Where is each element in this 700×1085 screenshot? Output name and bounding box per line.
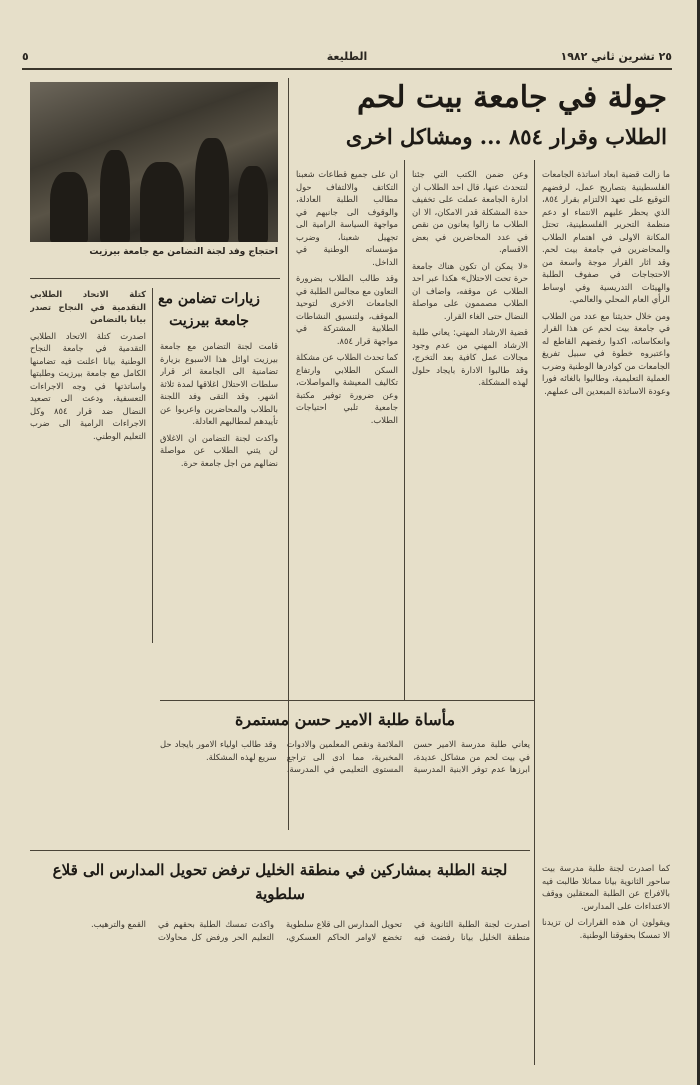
section-rule xyxy=(30,278,280,279)
main-headline: جولة في جامعة بيت لحم xyxy=(356,80,667,115)
column-rule xyxy=(534,160,535,700)
section-name: الطليعة xyxy=(326,50,368,63)
issue-date: ٢٥ تشرين ثاني ١٩٨٢ xyxy=(560,50,672,63)
main-article-continuation: كما اصدرت لجنة طلبة مدرسة بيت ساحور الثانوية بيانا مماثلا طالبت فيه بالافراج عن الطلبة المعتقلين ووقف الاعتداءات على المدارس. ويقولون ان هذه القرارات لن تزيدنا الا تمسكا بحقوقنا الوطنية. xyxy=(542,863,670,940)
main-article-column-2: وعن ضمن الكتب التي جئنا لنتحدث عنها، قال احد الطلاب ان ادارة الجامعة عملت على تخفيف حدة المشكلة قدر الامكان، الا ان الطلاب ما زالوا يعانون من نقص في عدد المحاضرين في بعض الاقسام. «لا يمكن ان تكون هناك جامعة حرة تحت الاحتلال» هكذا عبر احد الطلاب عن موقفه، واضاف ان الطلاب مصممون على مواصلة النضال حتى الغاء القرار. قضية الارشاد المهني: يعاني طلبة الارشاد المهني من عدم وجود مجالات عمل كافية بعد التخرج، وقد طالبوا الادارة بايجاد حلول لهذه المشكلة. xyxy=(412,169,528,387)
main-article-column-3: ان على جميع قطاعات شعبنا التكاتف والالتفاف حول مطالب الطلبة العادلة، والوقوف الى جانبهم في مواجهة السياسة الرامية الى تجهيل شعبنا، وضرب مؤسساته الوطنية في الداخل. وقد طالب الطلاب بضرورة التعاون مع مجالس الطلبة في الجامعات الاخرى لتوحيد الموقف، ولتنسيق النشاطات الطلابية المشتركة في مواجهة قرار ٨٥٤. كما تحدث الطلاب عن مشكلة السكن الطلابي وارتفاع تكاليف المعيشة والمواصلات، وعن ضرورة توفير مكتبة جامعية تلبي احتياجات الطلاب. xyxy=(296,169,398,425)
prince-hassan-headline: مأساة طلبة الامير حسن مستمرة xyxy=(234,710,456,729)
column-rule xyxy=(152,288,153,643)
page-header xyxy=(22,50,672,70)
solidarity-headline: زيارات تضامن مع جامعة بيرزيت xyxy=(158,291,260,329)
solidarity-column-b: قامت لجنة التضامن مع جامعة بيرزيت اوائل هذا الاسبوع بزيارة تضامنية الى الجامعة اثر قرار سلطات الاحتلال اغلاقها لمدة ثلاثة اشهر. وقد التقى وفد اللجنة بالطلاب والمحاضرين واعربوا عن تأييدهم لمطالبهم العادلة. واكدت لجنة التضامن ان الاغلاق لن يثني الطلاب عن مواصلة نضالهم من اجل جامعة حرة. xyxy=(160,341,278,468)
section-rule xyxy=(30,850,530,851)
column-rule xyxy=(534,700,535,1065)
page-number: ٥ xyxy=(22,50,29,63)
photo-caption: احتجاج وفد لجنة التضامن مع جامعة بيرزيت xyxy=(89,247,278,257)
prince-hassan-body: يعاني طلبة مدرسة الامير حسن في بيت لحم من مشاكل عديدة، ابرزها عدم توفر الابنية المدرسية الملائمة ونقص المعلمين والادوات المخبرية، مما ادى الى تراجع المستوى التعليمي في المدرسة. وقد طالب اولياء الامور بايجاد حل سريع لهذه المشكلة. xyxy=(160,739,530,774)
hebron-committee-headline: لجنة الطلبة بمشاركين في منطقة الخليل ترفض تحويل المدارس الى قلاع سلطوية xyxy=(52,861,508,903)
hebron-committee-body: اصدرت لجنة الطلبة الثانوية في منطقة الخليل بيانا رفضت فيه تحويل المدارس الى قلاع سلطوية تخضع لاوامر الحاكم العسكري، واكدت تمسك الطلبة بحقهم في التعليم الحر ورفض كل محاولات القمع والترهيب. xyxy=(91,919,530,942)
main-article-column-1: ما زالت قضية ابعاد اساتذة الجامعات الفلسطينية بتصاريح عمل، لرفضهم التوقيع على تعهد الالتزام بقرار ٨٥٤، الذي يحظر عليهم الانتماء او دعم منظمة التحرير الفلسطينية، تحتل المكانة الاولى في اهتمام الطلاب والمحاضرين في جامعة بيت لحم. وقد اثار القرار موجة واسعة من الاحتجاجات في صفوف الطلبة والهيئات التدريسية وفي اوساط الرأي العام المحلي والعالمي. ومن خلال حديثنا مع عدد من الطلاب في جامعة بيت لحم عن هذا القرار وانعكاساته، اكدوا رفضهم القاطع له واعتبروه خطوة في سبيل تفريغ الجامعات من كوادرها الوطنية وضرب العملية التعليمية، وطالبوا بالغائه فورا وعودة الاساتذة المبعدين الى عملهم. xyxy=(542,169,670,396)
main-subheadline: الطلاب وقرار ٨٥٤ ... ومشاكل اخرى xyxy=(345,124,667,149)
protest-photo xyxy=(30,82,278,242)
column-rule xyxy=(404,160,405,700)
solidarity-column-a: كتلة الاتحاد الطلابي التقدمية في النجاح تصدر بيانا بالتضامن اصدرت كتلة الاتحاد الطلابي التقدمية في جامعة النجاح الوطنية بيانا اعلنت فيه تضامنها الكامل مع جامعة بيرزيت وطلبتها واساتذتها في وجه الاجراءات التعسفية، ودعت الى تصعيد النضال ضد قرار ٨٥٤ وكل الاجراءات الرامية الى ضرب التعليم الوطني. xyxy=(30,289,146,441)
section-rule xyxy=(160,700,535,701)
